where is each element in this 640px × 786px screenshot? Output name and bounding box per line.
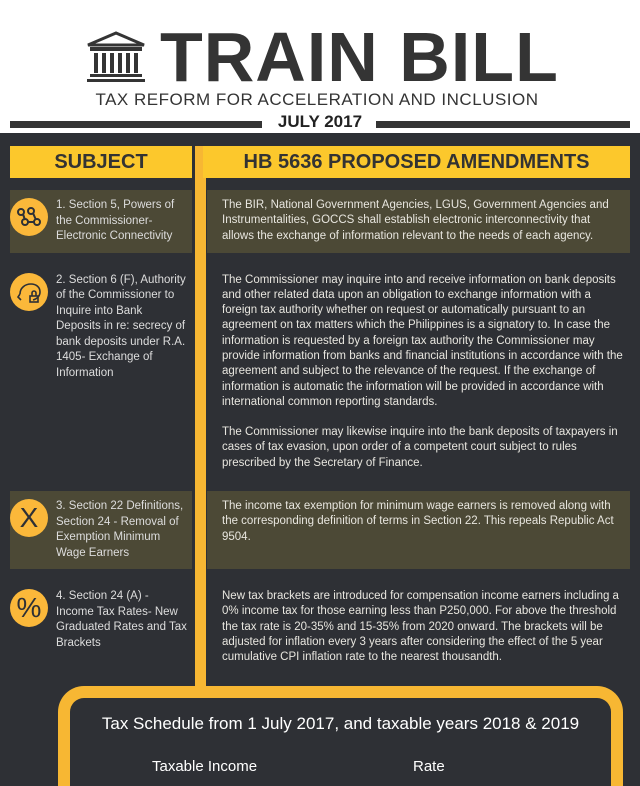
column-header-taxable-income: Taxable Income [152, 757, 258, 775]
percent-icon: % [10, 589, 48, 627]
divider [10, 121, 262, 128]
table-row [10, 265, 630, 480]
subject-text: 2. Section 6 (F), Authority of the Commissioner to Inquire into Bank Deposits in re: secrecy of bank deposits under R.A. 1405- Exchange of Information [56, 273, 186, 379]
subject-cell [10, 190, 192, 253]
subject-text: 3. Section 22 Definitions, Section 24 - Removal of Exemption Minimum Wage Earners [56, 500, 184, 559]
x-icon: X [10, 499, 48, 537]
column-header-rate: Rate [413, 757, 445, 775]
subject-cell [10, 491, 192, 569]
network-icon [10, 198, 48, 236]
subject-cell [10, 265, 192, 480]
amendment-cell [207, 265, 630, 480]
table-row [10, 491, 630, 569]
tax-schedule-title: Tax Schedule from 1 July 2017, and taxable years 2018 & 2019 [101, 713, 580, 733]
amendments-table [0, 133, 640, 786]
amendment-text: New tax brackets are introduced for compensation income earners including a 0% income tax for those earning less than P250,000. For above the threshold the tax rate is 20-35% and 15-35% from 2020 onward. The brackets will be adjusted for inflation every 3 years after considering the effect of the 5 year cumulative CPI inflation rate to the nearest thousandth. [222, 590, 619, 664]
amendment-text: The BIR, National Government Agencies, LGUS, Government Agencies and Instrumentalities, GOCCS shall establish electronic interconnectivity that allows the exchange of information relevant to the needs of each agency. [207, 190, 630, 253]
header [0, 0, 640, 133]
page-title: TRAIN BILL [160, 18, 559, 96]
amendment-text: The Commissioner may likewise inquire into the bank deposits of taxpayers in cases of tax evasion, upon order of a competent court subject to rules prescribed by the Secretary of Finance. [222, 426, 618, 469]
amendment-text: The Commissioner may inquire into and receive information on bank deposits and other related data upon an obligation to exchange information with a foreign tax authority whether on request or automatically pursuant to an agreement on tax matters which the Philippines is a signatory to. In case the information is requested by a foreign tax authority the Commissioner may provide information from banks and financial institutions in accordance with the agreement and subject to the relevance of the request. If the exchange of information is automatic the information will be provided in accordance with international common reporting standards. [222, 273, 623, 408]
page-subtitle: TAX REFORM FOR ACCELERATION AND INCLUSION [95, 90, 539, 109]
table-header-row [10, 146, 630, 178]
divider [376, 121, 630, 128]
government-building-icon [86, 31, 146, 83]
piggy-bank-lock-icon [10, 273, 48, 311]
tax-schedule-panel [58, 686, 623, 786]
subject-text: 4. Section 24 (A) - Income Tax Rates- New Graduated Rates and Tax Brackets [56, 590, 187, 649]
table-row [10, 581, 630, 673]
subject-text: 1. Section 5, Powers of the Commissioner-Electronic Connectivity [56, 199, 175, 242]
column-header-subject: SUBJECT [10, 146, 192, 178]
column-header-amendments: HB 5636 PROPOSED AMENDMENTS [203, 146, 630, 178]
subject-cell [10, 581, 192, 673]
amendment-text: The income tax exemption for minimum wage earners is removed along with the corresponding definition of terms in Section 22. This repeals Republic Act 9504. [207, 491, 630, 569]
table-row [10, 190, 630, 253]
date-label: JULY 2017 [277, 112, 363, 131]
